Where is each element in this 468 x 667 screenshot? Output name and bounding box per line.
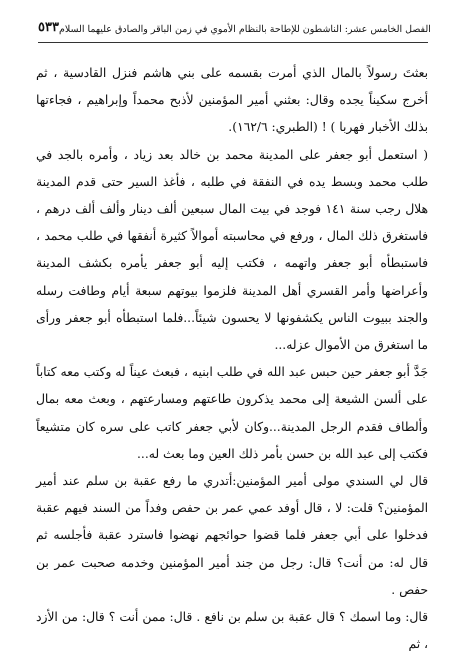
paragraph-3: جَدَّ أبو جعفر حين حبس عبد الله في طلب ابنيه ، فبعث عيناً له وكتب معه كتاباً على ألسن الشيعة إلى محمد يذكرون طاعتهم ومسارعتهم ، وبعث معه بمال وألطاف فقدم الرجل المدينة...وكان لأبي جعفر كاتب على سره كان متشيعاً فكتب إلى عبد الله بن حسن بأمر ذلك العين وما بعث له... — [36, 365, 428, 461]
header-rule — [38, 42, 428, 43]
paragraph-5: قال: وما اسمك ؟ قال عقبة بن سلم بن نافع . قال: ممن أنت ؟ قال: من الأزد ، ثم — [36, 610, 428, 652]
page-number: ٥٣٣ — [38, 20, 59, 35]
paragraph-4: قال لي السندي مولى أمير المؤمنين:أتدري ما رفع عقبة بن سلم عند أمير المؤمنين؟ قلت: لا ، قال أوفد عمي عمر بن حفص وفداً من السند فيهم عقبة فدخلوا على أبي جعفر فلما قضوا حوائجهم نهضوا فاسترد عقبة فأجلسه ثم قال له: من أنت؟ قال: رجل من جند أمير المؤمنين وخدمه صحبت عمر بن حفص . — [36, 474, 428, 597]
running-title: الفصل الخامس عشر: الناشطون للإطاحة بالنظام الأموي في زمن الباقر والصادق عليهما السلام — [58, 24, 431, 35]
paragraph-1: بعثتَ رسولاً بالمال الذي أمرت بقسمه على بني هاشم فنزل القادسية ، ثم أخرج سكيناً يجده وقال: بعثني أمير المؤمنين لأذبح محمداً وإبراهيم ، فجاءتها بذلك الأخبار فهربا ) ! (الطبري: ١٦٢/٦). — [36, 66, 428, 135]
page-header — [38, 20, 431, 38]
paragraph-2: ( استعمل أبو جعفر على المدينة محمد بن خالد بعد زياد ، وأمره بالجد في طلب محمد وبسط يده في النفقة في طلبه ، فأغذ السير حتى قدم المدينة هلال رجب سنة ١٤١ فوجد في بيت المال سبعين ألف دينار وألف ألف درهم ، فاستغرق ذلك المال ، ورفع في محاسبته أموالاً كثيرة أنفقها في طلب محمد ، فاستبطأه أبو جعفر واتهمه ، فكتب إليه أبو جعفر يأمره بكشف المدينة وأعراضها وأمر القسري أهل المدينة فلزموا بيوتهم سبعة أيام وطافت رسله والجند ببيوت الناس يكشفونها لا يحسون شيئاً...فلما استبطأه أبو جعفر ورأى ما استغرق من الأموال عزله... — [36, 147, 428, 353]
body-text — [36, 60, 428, 658]
